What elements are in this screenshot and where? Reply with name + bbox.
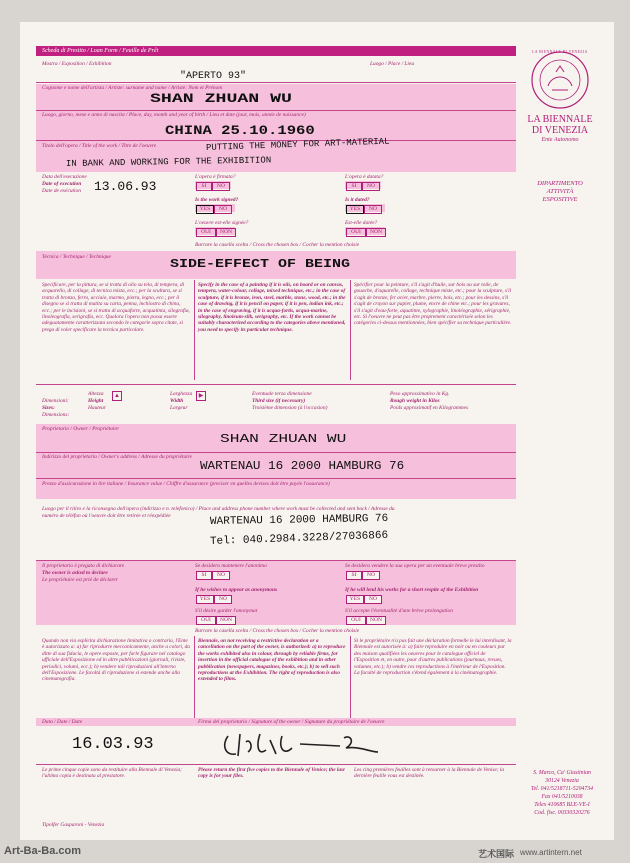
date-label: Data / Date / Date bbox=[42, 719, 83, 725]
technique-label: Tecnica / Technique / Technique bbox=[42, 254, 111, 260]
sale-en: If he will lend his works for a short respite of the Exhibition bbox=[345, 587, 479, 593]
dated-yes-box[interactable]: YES bbox=[346, 205, 364, 214]
anon-no-box[interactable]: NO bbox=[212, 571, 230, 580]
execution-label-it: Data dell'esecuzione bbox=[42, 174, 87, 180]
address-line-5: Telex 410685 BLE-VE-I bbox=[534, 802, 590, 808]
address-line-1: S. Marco, Ca' Giustinian bbox=[533, 770, 591, 776]
artist-name-value: SHAN ZHUAN WU bbox=[150, 91, 292, 106]
printer: Tipolfer Gasparoni - Venezia bbox=[42, 822, 105, 828]
owner-label: Proprietario / Owner / Propriétaire bbox=[42, 426, 119, 432]
dated-non-box[interactable]: NON bbox=[366, 228, 386, 237]
width-fr: Largeur bbox=[170, 405, 188, 411]
rights-fr: Si le propriétaire n'a pas fait une déclaration formelle le lui interdisant, la Biennale est autorisée à: a) faire reproduire en noir ou en couleurs par des maison qualifiées les oeuvres pour le catalogue officiel de l'Exposition et, en outre, pour d'autres publications (journaux, revues, volumes, etc.); b) vendre ces reproductions à l'intérieur de l'Exposition. La faculté de reproduction s'étend également à la cinématographie. bbox=[354, 638, 512, 677]
sale-fr: S'il accepte l'éventualité d'une brève prolongation bbox=[345, 608, 453, 614]
anon-oui-box[interactable]: OUI bbox=[196, 616, 216, 625]
sale-no-box-en[interactable]: NO bbox=[364, 595, 382, 604]
dated-label-it: L'opera è datata? bbox=[345, 174, 384, 180]
up-arrow-icon: ▲ bbox=[112, 391, 122, 401]
sale-it: Se desidera vendere la sua opera per un eventuale breve prestito bbox=[345, 563, 485, 569]
dated-oui-box[interactable]: OUI bbox=[346, 228, 366, 237]
signed-no-box[interactable]: NO bbox=[212, 182, 230, 191]
signed-si-box[interactable]: SI bbox=[196, 182, 212, 191]
address-line-4: Fax 041/5210038 bbox=[541, 794, 583, 800]
technique-desc-it: Specificare, per la pittura, se si tratta di olio su tela, di tempera, di acquarello, di collage, di tecnica mista, ecc.; per la scultura, se si tratta di bronzo, ferro, acciaio, marmo, pietra, legno, ecc.; per il disegno se si tratta di matita su carta, penna, inchiostro di china, ecc.; per le incisioni, se si tratta di acquaforte, acquatinta, silografia, linoleografia, serigrafia, ecc. Qualora l'opera non possa essere adeguatamente caratterizzata secondo le categorie sopra citate, si prega di voler specificare la tecnica particolare. bbox=[42, 282, 190, 333]
weight-fr: Poids approximatif en Kilogrammes bbox=[390, 405, 469, 411]
dim-label-fr: Dimensions: bbox=[42, 412, 70, 418]
third-it: Eventuale terza dimensione bbox=[252, 391, 312, 397]
place-label: Luogo / Place / Lieu bbox=[370, 61, 415, 67]
anon-it: Se desidera mantenere l'anonimo bbox=[195, 563, 267, 569]
watermark-right-cn: 艺术国际 bbox=[478, 849, 515, 859]
signed-yes-box[interactable]: YES bbox=[196, 205, 214, 214]
anon-en: If he wishes to appear as anonymous bbox=[195, 587, 278, 593]
anon-non-box[interactable]: NON bbox=[216, 616, 236, 625]
pickup-label-2: numéro de téléfon où l'oeuvre doit être retirée et réexpédiée bbox=[42, 513, 171, 519]
owner-address-label: Indirizzo del proprietario / Owner's address / Adresse du propriétaire bbox=[42, 454, 192, 460]
biennale-name-2: DI VENEZIA bbox=[531, 125, 589, 136]
signed-no-box-en[interactable]: NO bbox=[214, 205, 232, 214]
width-it: Larghezza bbox=[170, 391, 193, 397]
third-en: Third size (if necessary) bbox=[252, 398, 306, 404]
artist-name-label: Cognome e nome dell'artista / Artiste: surname and name / Artiste: Nom et Prénom bbox=[42, 85, 223, 91]
third-fr: Troisième dimension (à l'occasion) bbox=[252, 405, 328, 411]
biennale-name-1: LA BIENNALE bbox=[527, 114, 593, 125]
cross-note-2: Barrare la casella scelta / Cross the chosen box / Cocher la mention choisie bbox=[195, 628, 360, 634]
dated-si-box[interactable]: SI bbox=[346, 182, 362, 191]
sale-oui-box[interactable]: OUI bbox=[346, 616, 366, 625]
watermark-right-url: www.artintern.net bbox=[520, 848, 582, 857]
loan-form-sheet bbox=[20, 22, 614, 840]
seal-text: LA BIENNALE DI VENEZIA bbox=[532, 50, 588, 54]
signed-label-it: L'opera è firmata? bbox=[195, 174, 236, 180]
return-fr: Les cinq premières feuilles sont à retourner à la Biennale de Venise; la dernière feuille vous est destinée. bbox=[354, 767, 505, 780]
anon-yes-box[interactable]: YES bbox=[196, 595, 214, 604]
weight-en: Rough weight in Kilos bbox=[390, 398, 440, 404]
dim-label-en: Sizes: bbox=[42, 405, 55, 411]
anon-si-box[interactable]: SI bbox=[196, 571, 212, 580]
dated-label-fr: Est-elle datée? bbox=[345, 220, 378, 226]
dated-no-box-en[interactable]: NO bbox=[364, 205, 382, 214]
height-it: Altezza bbox=[88, 391, 104, 397]
return-en: Please return the first five copies to the Biennale of Venice; the last copy is for your files. bbox=[198, 767, 345, 780]
birth-label: Luogo, giorno, mese e anno di nascita / Place, day, month and year of birth / Lieu et date (jour, mois, année de naissance) bbox=[42, 112, 306, 118]
biennale-seal bbox=[530, 50, 590, 110]
title-value-1: PUTTING THE MONEY FOR ART-MATERIAL bbox=[205, 136, 390, 153]
title-value-2: IN BANK AND WORKING FOR THE EXHIBITION bbox=[65, 155, 272, 169]
execution-value: 13.06.93 bbox=[94, 179, 157, 194]
anon-no-box-en[interactable]: NO bbox=[214, 595, 232, 604]
sale-no-box[interactable]: NO bbox=[362, 571, 380, 580]
declare-it: Il proprietario è pregato di dichiarare bbox=[42, 563, 125, 569]
execution-label-en: Date of execution bbox=[42, 181, 82, 187]
technique-desc-fr: Spécifier pour la peinture, s'il s'agit d'huile, sur bois ou sur toile, de gouache, d'aquarelle, collage, technique mixte, etc.; pour la sculpture, s'il s'agit de bronze, fer acier, marbre, pierre, bois, etc.; pour les dessins, s'il s'agit de crayon sur papier, plume, encre de chine etc.; pour les gravures, s'il s'agit d'eau-forte, aquatinte, xylographie, linoléographie, sérigraphie, etc. Si l'oeuvre ne peut pas être proprement caractérisée selon les catégories ci-dessus mentionnées, bien spécifier sa technique particulière. bbox=[354, 282, 512, 327]
dept-1: DIPARTIMENTO bbox=[537, 180, 583, 187]
birth-value: CHINA 25.10.1960 bbox=[165, 123, 315, 138]
pickup-label-1: Luogo per il ritiro e la riconsegna dell'opera (indirizzo e n. telefonico) / Place and address phone number where work must be collected and sent back / Adresse du bbox=[42, 506, 395, 512]
sale-non-box[interactable]: NON bbox=[366, 616, 386, 625]
signed-label-en: Is the work signed? bbox=[195, 197, 239, 203]
return-it: Le prime cinque copie sono da restituire alla Biennale di Venezia; l'ultima copia è destinata al prestatore. bbox=[42, 767, 182, 780]
technique-desc-en: Specify in the case of a painting if it is oils, on board or on canvas, tempera, water-colour, collage, mixed technique, etc.; in the case of sculpture, if it is bronze, iron, steel, marble, stone, wood, etc.; in the case of drawing, if it is pencil on paper, if it is pen, indian ink, etc.; in the case of engraving, if it is acqua-fortis, acqua-marine, silography, linoleum-silk, serigraphy, etc. If the work cannot be suitably characterized according to the categories above mentioned, you need to specify its particular technique. bbox=[198, 282, 346, 333]
pickup-value-1: WARTENAU 16 2000 HAMBURG 76 bbox=[209, 512, 389, 528]
show-value: "APERTO 93" bbox=[180, 71, 247, 82]
address-line-6: Cod. fisc. 00330320276 bbox=[534, 810, 590, 816]
dated-label-en: Is it dated? bbox=[345, 197, 370, 203]
date-value: 16.03.93 bbox=[72, 735, 154, 754]
watermark-left: Art-Ba-Ba.com bbox=[4, 845, 82, 857]
signature-label: Firma del proprietario / Signature of the owner / Signature du propriétaire de l'oeuvre bbox=[198, 719, 385, 725]
declaration-band bbox=[36, 561, 516, 625]
title-label: Titolo dell'opera / Title of the work / Titre de l'oeuvre bbox=[42, 143, 157, 149]
dated-no-box[interactable]: NO bbox=[362, 182, 380, 191]
signed-non-box[interactable]: NON bbox=[216, 228, 236, 237]
declare-en: The owner is asked to declare bbox=[42, 570, 108, 576]
sale-si-box[interactable]: SI bbox=[346, 571, 362, 580]
signed-label-fr: L'oeuvre est-elle signée? bbox=[195, 220, 249, 226]
declare-fr: Le propriétaire est prié de déclarer bbox=[42, 577, 118, 583]
right-arrow-icon: ▶ bbox=[196, 391, 206, 401]
owner-signature bbox=[220, 726, 380, 762]
insurance-label: Prezzo d'assicurazione in lire italiane / Insurance value / Chiffre d'assurance (preciser en quelles devises doit être payée l'assurance) bbox=[42, 481, 330, 487]
weight-it: Peso approssimativo in Kg. bbox=[390, 391, 450, 397]
owner-value: SHAN ZHUAN WU bbox=[220, 432, 347, 446]
biennale-ente: Ente Autonomo bbox=[541, 137, 579, 143]
height-fr: Hauteur bbox=[88, 405, 106, 411]
form-title: Scheda di Prestito / Loan Form / Feuille de Prêt bbox=[42, 48, 159, 54]
rights-en: Biennale, on not receiving a restrictive declaration or a cancellation on the part of the owner, is authorized: a) to reproduce the works exhibited also in colour, through by reliable firms, for insertion in the official catalogue of the exhibition and in other pubblication (newspapers, magazines, books, etc.); b) to sell such reproductions at the Exhibition. The right of reproduction is also extended to films. bbox=[198, 638, 346, 683]
dept-2: ATTIVITÀ bbox=[546, 188, 574, 195]
execution-label-fr: Date de exécution bbox=[42, 188, 81, 194]
rights-it: Quando non via esplicita dichiarazione limitativa o contraria, l'Ente è autorizzato a: a) far riprodurre meccanicamente, anche a colori, da ditte di sua fiducia, le opere esposte, per farle figurare nel catalogo ufficiale dell'Esposizione ed in altre pubblicazioni (giornali, riviste, periodici, volumi, ecc.); b) vendere tali riproduzioni all'interno dell'Esposizione. Le facoltà di riproduzione si estende anche alla cinematografia. bbox=[42, 638, 190, 683]
width-en: Width bbox=[170, 398, 184, 404]
show-label: Mostra / Exposition / Exhibition bbox=[42, 61, 112, 67]
dept-3: ESPOSITIVE bbox=[542, 196, 578, 203]
technique-value: SIDE-EFFECT OF BEING bbox=[170, 257, 351, 271]
cross-note-1: Barrare la casella scelta / Cross the chosen box / Cocher la mention choisie bbox=[195, 242, 360, 248]
address-line-3: Tel. 041/5218711-5204734 bbox=[530, 786, 594, 792]
owner-address-value: WARTENAU 16 2000 HAMBURG 76 bbox=[200, 459, 405, 473]
height-en: Height bbox=[88, 398, 104, 404]
signed-oui-box[interactable]: OUI bbox=[196, 228, 216, 237]
dim-label-it: Dimensioni: bbox=[42, 398, 69, 404]
anon-fr: S'il désire garder l'anonymat bbox=[195, 608, 258, 614]
address-line-2: 30124 Venezia bbox=[545, 778, 579, 784]
sale-yes-box[interactable]: YES bbox=[346, 595, 364, 604]
pickup-value-2: Tel: 040.2984.3228/27036866 bbox=[209, 529, 389, 548]
